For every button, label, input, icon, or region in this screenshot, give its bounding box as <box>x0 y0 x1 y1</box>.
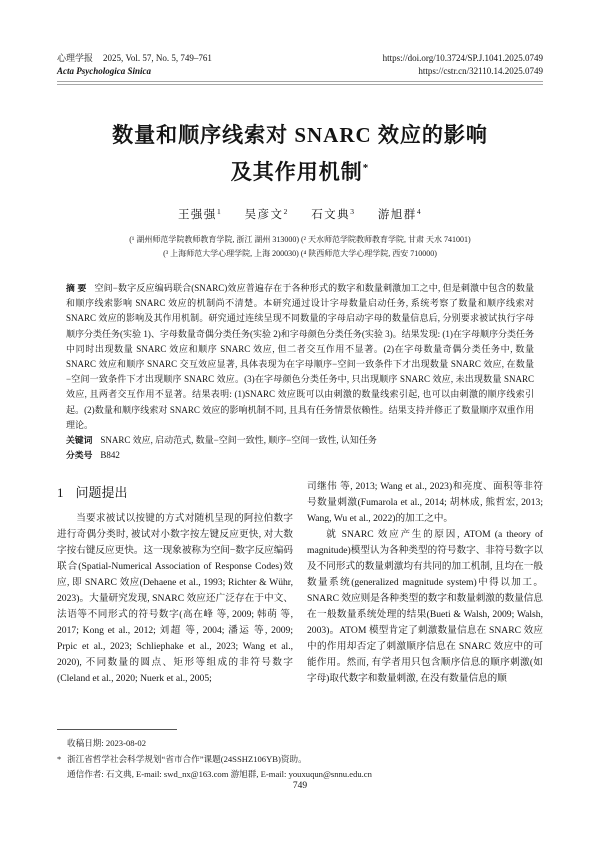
classification-line <box>66 448 534 463</box>
footnotes-block <box>57 729 543 783</box>
section-heading <box>57 485 293 501</box>
section-number: 1 <box>57 485 64 501</box>
author-2-affiliation-sup: 2 <box>283 207 289 216</box>
affiliation-line-2: (³ 上海师范大学心理学院, 上海 200030) (⁴ 陕西师范大学心理学院, 西安 710000) <box>163 249 437 258</box>
correspondence-mid: 游旭群, E-mail: <box>228 769 289 779</box>
affiliation-line-1: (¹ 湖州师范学院教师教育学院, 浙江 湖州 313000) (² 天水师范学院教师教育学院, 甘肃 天水 741001) <box>129 235 471 244</box>
right-column <box>307 479 543 687</box>
classification-label: 分类号 <box>66 450 93 461</box>
body-columns <box>57 479 543 687</box>
title-line-2: 及其作用机制 <box>230 160 363 184</box>
issue-info: 2025, Vol. 57, No. 5, 749–761 <box>103 53 212 63</box>
affiliations <box>57 233 543 261</box>
section-title: 问题提出 <box>75 485 128 501</box>
received-date-line: 收稿日期: 2023-08-02 <box>67 738 147 748</box>
author-1-affiliation-sup: 1 <box>216 207 223 216</box>
journal-header <box>57 52 543 77</box>
body-paragraph-1: 当要求被试以按键的方式对随机呈现的阿拉伯数字进行奇偶分类时, 被试对小数字按左键反应更快, 对大数字按右键反应更快。这一现象被称为空间−数字反应编码联合(Spatial-Numerical Association of Response Codes)效应, 即 SNARC 效应(Dehaene et al., 1993; Richter & Wühr, 2023)。大量研究发现, SNARC 效应还广泛存在于中文、法语等不同形式的符号数字(高在峰 等, 2009; 韩萌 等, 2017; Kong et al., 2012; 刘超 等, 2004; 潘运 等, 2009; Prpic et al., 2023; Schliephake et al., 2023; Wang et al., 2020), 不同数量的圆点、矩形等组成的非符号数字(Cleland et al., 2020; Nuerk et al., 2005; <box>57 513 293 685</box>
cstr-link[interactable]: https://cstr.cn/32110.14.2025.0749 <box>418 65 543 76</box>
keywords-label: 关键词 <box>66 435 93 446</box>
email-link-2[interactable]: youxuqun@snnu.edu.cn <box>288 769 372 779</box>
keywords-text: SNARC 效应, 启动范式, 数量−空间一致性, 顺序−空间一致性, 认知任务 <box>100 435 377 446</box>
paper-title <box>57 119 543 189</box>
funding-text: 浙江省哲学社会科学规划“省市合作”课题(24SSHZ106YB)资助。 <box>67 753 307 764</box>
classification-code: B842 <box>100 450 120 461</box>
abstract-label: 摘 要 <box>66 283 87 293</box>
title-footnote-asterisk: * <box>362 162 370 174</box>
doi-link[interactable]: https://doi.org/10.3724/SP.J.1041.2025.0749 <box>382 53 543 63</box>
doi-block <box>383 52 543 77</box>
abstract-paragraph <box>66 281 534 433</box>
left-column <box>57 479 293 687</box>
author-4-affiliation-sup: 4 <box>416 207 423 216</box>
funding-line <box>57 752 543 768</box>
page-number: 749 <box>292 781 308 791</box>
funding-asterisk: * <box>57 753 62 764</box>
email-link-1[interactable]: swd_nx@163.com <box>163 769 229 779</box>
author-3: 石文典$^3$ <box>311 207 356 221</box>
abstract-block <box>57 281 543 463</box>
author-2: 吴彦文$^2$ <box>244 207 289 221</box>
footnote-divider <box>57 729 177 730</box>
journal-name-cn: 心理学报 <box>57 53 94 63</box>
body-paragraph-2: 就 SNARC 效应产生的原因, ATOM (a theory of magnitude)模型认为各种类型的符号数字、非符号数字以及不同形式的数量刺激均有共同的加工机制, 且均在一般数量系统(generalized magnitude system)中得以加工。SNARC 效应则是各种类型的数字和数量刺激的数量信息在一般数量系统处理的结果(Bueti & Walsh, 2009; Walsh, 2003)。ATOM 模型肯定了刺激数量信息在 SNARC 效应中的作用却否定了刺激顺序信息在 SNARC 效应中的可能作用。然而, 有学者用只包含顺序信息的顺序刺激(如字母)取代数字和数量刺激, 在没有数量信息的顺 <box>307 529 543 685</box>
keywords-line <box>66 433 534 448</box>
author-1: 王强强$^1$ <box>177 207 223 221</box>
authors-line <box>57 206 543 222</box>
journal-issue-line <box>57 52 212 65</box>
body-paragraph-1-continued: 司继伟 等, 2013; Wang et al., 2023)和亮度、面积等非符号数量刺激(Fumarola et al., 2014; 胡林成, 熊哲宏, 2013; Wang, Wu et al., 2022)的加工之中。 <box>307 481 543 525</box>
abstract-text: 空间−数字反应编码联合(SNARC)效应普遍存在于各种形式的数字和数量刺激加工之中, 但是刺激中包含的数量和顺序线索影响 SNARC 效应的机制尚不清楚。本研究通过设计字母数量启动任务, 系统考察了数量和顺序线索对 SNARC 效应的影响及其作用机制。研究通过连续呈现不同数量的字母启动字母的数量信息后, 分别要求被试执行字母顺序分类任务(实验 1)、字母数量奇偶分类任务(实验 2)和字母颜色分类任务(实验 3)。结果发现: (1)在字母顺序分类任务中同时出现数量 SNARC 效应和顺序 SNARC 效应, 但二者交互作用不显著。(2)在字母数量奇偶分类任务中, 数量 SNARC 效应和顺序 SNARC 交互效应显著, 具体表现为在字母顺序−空间一致条件下才出现数量 SNARC 效应, 在数量−空间一致条件下才出现顺序 SNARC 效应。(3)在字母颜色分类任务中, 只出现顺序 SNARC 效应, 未出现数量 SNARC 效应, 且两者交互作用不显著。结果表明: (1)SNARC 效应既可以由刺激的数量线索引起, 也可以由刺激的顺序线索引起。(2)数量和顺序线索对 SNARC 效应的影响机制不同, 且具有任务情景依赖性。结果支持并修正了数量顺序双重作用理论。 <box>66 283 534 430</box>
author-4: 游旭群$^4$ <box>377 207 423 221</box>
correspondence-label: 通信作者: 石文典, E-mail: <box>67 769 164 779</box>
journal-name-en: Acta Psychologica Sinica <box>57 65 151 76</box>
author-3-affiliation-sup: 3 <box>350 207 356 216</box>
header-divider <box>57 81 543 85</box>
journal-info <box>57 52 212 77</box>
title-line-1: 数量和顺序线索对 SNARC 效应的影响 <box>112 123 488 147</box>
